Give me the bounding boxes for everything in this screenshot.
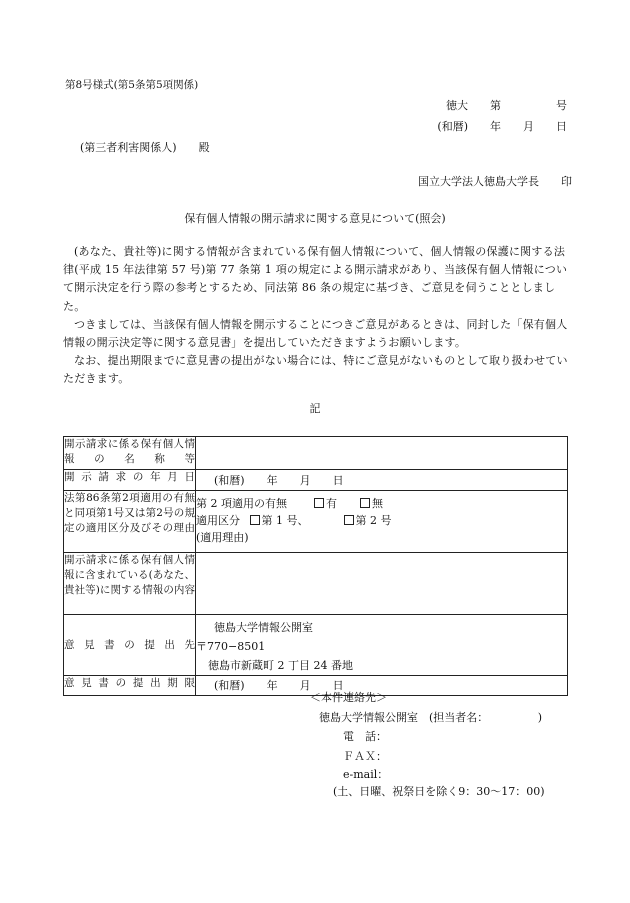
contact-email: e-mail： [343,768,389,781]
checkbox-yes[interactable] [314,498,324,508]
request-date-field[interactable] [196,470,568,491]
ki-heading: 記 [309,402,321,415]
deadline-value: (和暦) 年 月 日 [214,679,344,692]
destination-postal: 〒770−8501 [196,640,266,653]
destination-address: 徳島市新蔵町 2 丁目 24 番地 [208,659,353,672]
category-prefix: 適用区分 [196,514,240,527]
checkbox-item-2-label: 第 2 号 [355,514,392,527]
checkbox-item-2[interactable] [344,515,354,525]
contact-phone: 電 話： [343,730,387,743]
table-row [64,553,568,615]
contact-heading: ＜本件連絡先＞ [310,691,387,704]
checkbox-item-1-label: 第 1 号、 [261,514,309,527]
row-label-submission-destination: 意見書の提出先 [64,615,196,676]
document-title: 保有個人情報の開示請求に関する意見について(照会) [184,212,446,225]
contact-hours: (土、日曜、祝祭日を除く9：30〜17：00) [333,785,545,798]
addressee: (第三者利害関係人) 殿 [80,141,210,154]
details-table [63,436,568,696]
contact-fax: ＦＡＸ： [343,750,387,763]
body-paragraph-2: つきましては、当該保有個人情報を開示することにつきご意見があるときは、同封した「保有個人情報の開示決定等に関する意見書」を提出していただきますようお願いします。 [63,317,568,350]
category-line [196,512,567,529]
row-label-request-date: 開示請求の年月日 [64,470,196,491]
table-row [64,615,568,676]
table-row [64,437,568,470]
checkbox-yes-label: 有 [326,497,337,510]
reference-number: 徳大 第 号 [446,99,567,112]
checkbox-no[interactable] [360,498,370,508]
body-paragraph-3: なお、提出期限までに意見書の提出がない場合には、特にご意見がないものとして取り扱わせていただきます。 [63,354,568,386]
applicability-line [196,495,567,512]
table-row [64,491,568,553]
row-label-info-name: 開示請求に係る保有個人情報の名称等 [64,437,196,470]
issue-date: (和暦) 年 月 日 [437,120,567,133]
reason-line: (適用理由) [196,531,249,544]
body-text [63,243,568,389]
table-row [64,470,568,491]
row-label-info-content: 開示請求に係る保有個人情報に含まれている(あなた、貴社等)に関する情報の内容 [64,553,196,615]
destination-office: 徳島大学情報公開室 [214,621,313,634]
article-application-field [196,491,568,553]
row-label-submission-deadline: 意見書の提出期限 [64,676,196,696]
info-name-field[interactable] [196,437,568,470]
applicability-prefix: 第 2 項適用の有無 [196,497,287,510]
body-paragraph-1: (あなた、貴社等)に関する情報が含まれている保有個人情報について、個人情報の保護に関する法律(平成 15 年法律第 57 号)第 77 条第 1 項の規定による開示請求があり、当該保有個人情報について開示決定を行う際の参考とするため、同法第 86 条の規定に基づき、ご意見を伺うこととしました。 [63,245,568,313]
submission-destination-field [196,615,568,676]
checkbox-item-1[interactable] [250,515,260,525]
row-label-article-application: 法第86条第2項適用の有無と同項第1号又は第2号の規定の適用区分及びその理由 [64,491,196,553]
contact-office: 徳島大学情報公開室 (担当者名： ) [319,711,543,724]
checkbox-no-label: 無 [372,497,383,510]
form-number: 第8号様式(第5条第5項関係) [65,79,199,91]
request-date-value: (和暦) 年 月 日 [214,473,344,487]
info-content-field[interactable] [196,553,568,615]
sender: 国立大学法人徳島大学長 印 [418,175,572,188]
